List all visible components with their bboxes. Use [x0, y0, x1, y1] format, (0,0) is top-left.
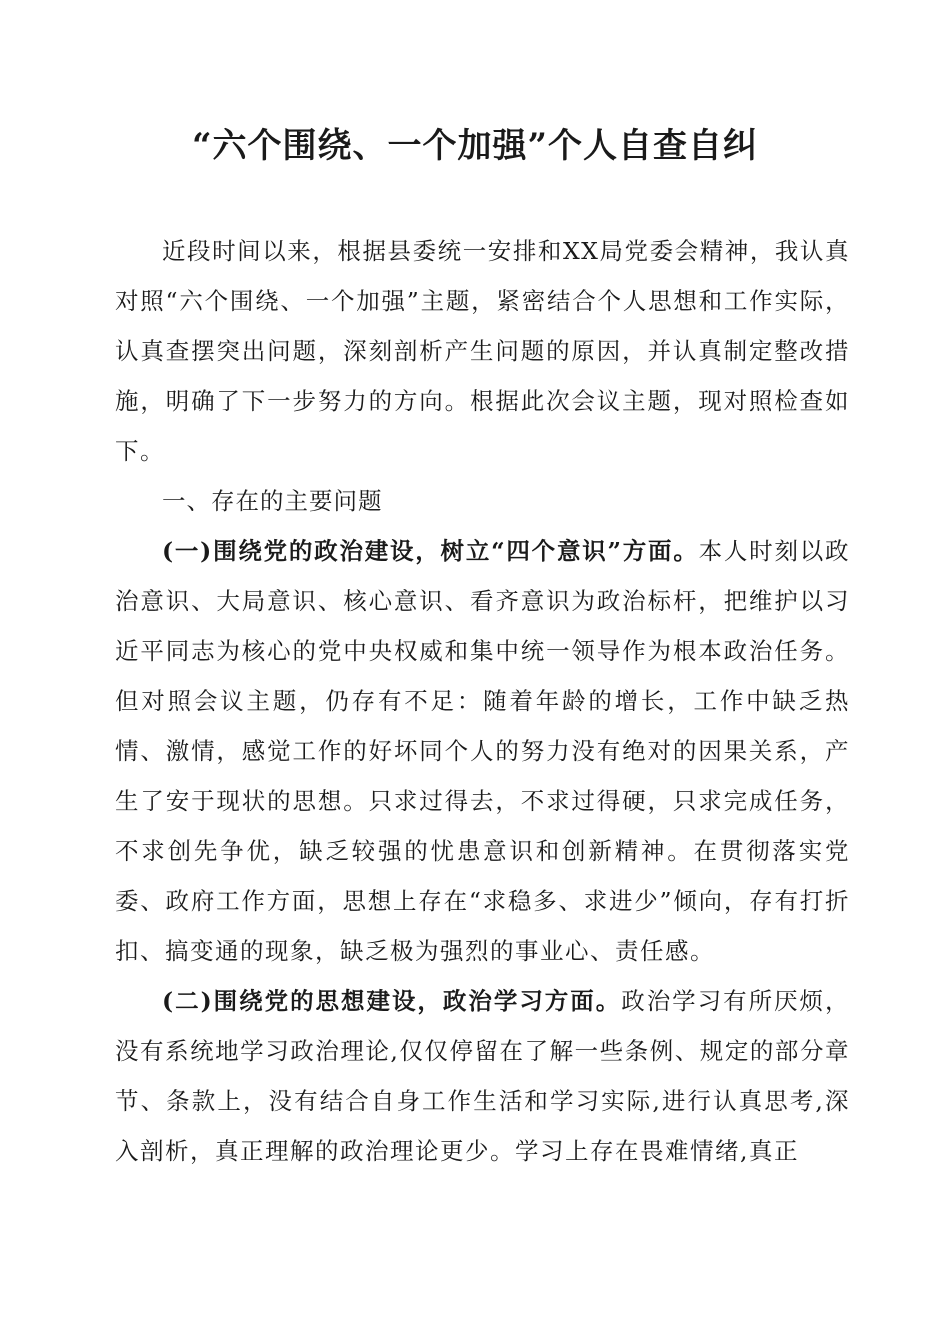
document-title: “六个围绕、一个加强”个人自查自纠 — [191, 126, 759, 166]
intro-paragraph: 近段时间以来，根据县委统一安排和XX局党委会精神，我认真对照“六个围绕、一个加强”主题，紧密结合个人思想和工作实际，认真查摆突出问题，深刻剖析产生问题的原因，并认真制定整改措施，明确了下一步努力的方向。根据此次会议主题，现对照检查如下。 — [115, 237, 850, 465]
item-text-2: 政治学习有所厌烦，没有系统地学习政治理论,仅仅停留在了解一些条例、规定的部分章节、条款上，没有结合自身工作生活和学习实际,进行认真思考,深入剖析，真正理解的政治理论更少。学习上存在畏难情绪,真正 — [115, 987, 850, 1165]
item-lead-1: (一)围绕党的政治建设，树立“四个意识”方面。 — [162, 537, 699, 565]
item-text-1: 本人时刻以政治意识、大局意识、核心意识、看齐意识为政治标杆，把维护以习近平同志为核心的党中央权威和集中统一领导作为根本政治任务。但对照会议主题，仍存有不足：随着年龄的增长，工作中缺乏热情、激情，感觉工作的好坏同个人的努力没有绝对的因果关系，产生了安于现状的思想。只求过得去，不求过得硬，只求完成任务，不求创先争优，缺乏较强的忧患意识和创新精神。在贯彻落实党委、政府工作方面，思想上存在“求稳多、求进少”倾向，存有打折扣、搞变通的现象，缺乏极为强烈的事业心、责任感。 — [115, 537, 851, 965]
item-lead-2: (二)围绕党的思想建设，政治学习方面。 — [162, 987, 622, 1015]
item-paragraph-1 — [115, 526, 850, 976]
section-heading: 一、存在的主要问题 — [162, 487, 383, 515]
document-body — [115, 226, 850, 1176]
item-paragraph-2 — [115, 976, 850, 1176]
